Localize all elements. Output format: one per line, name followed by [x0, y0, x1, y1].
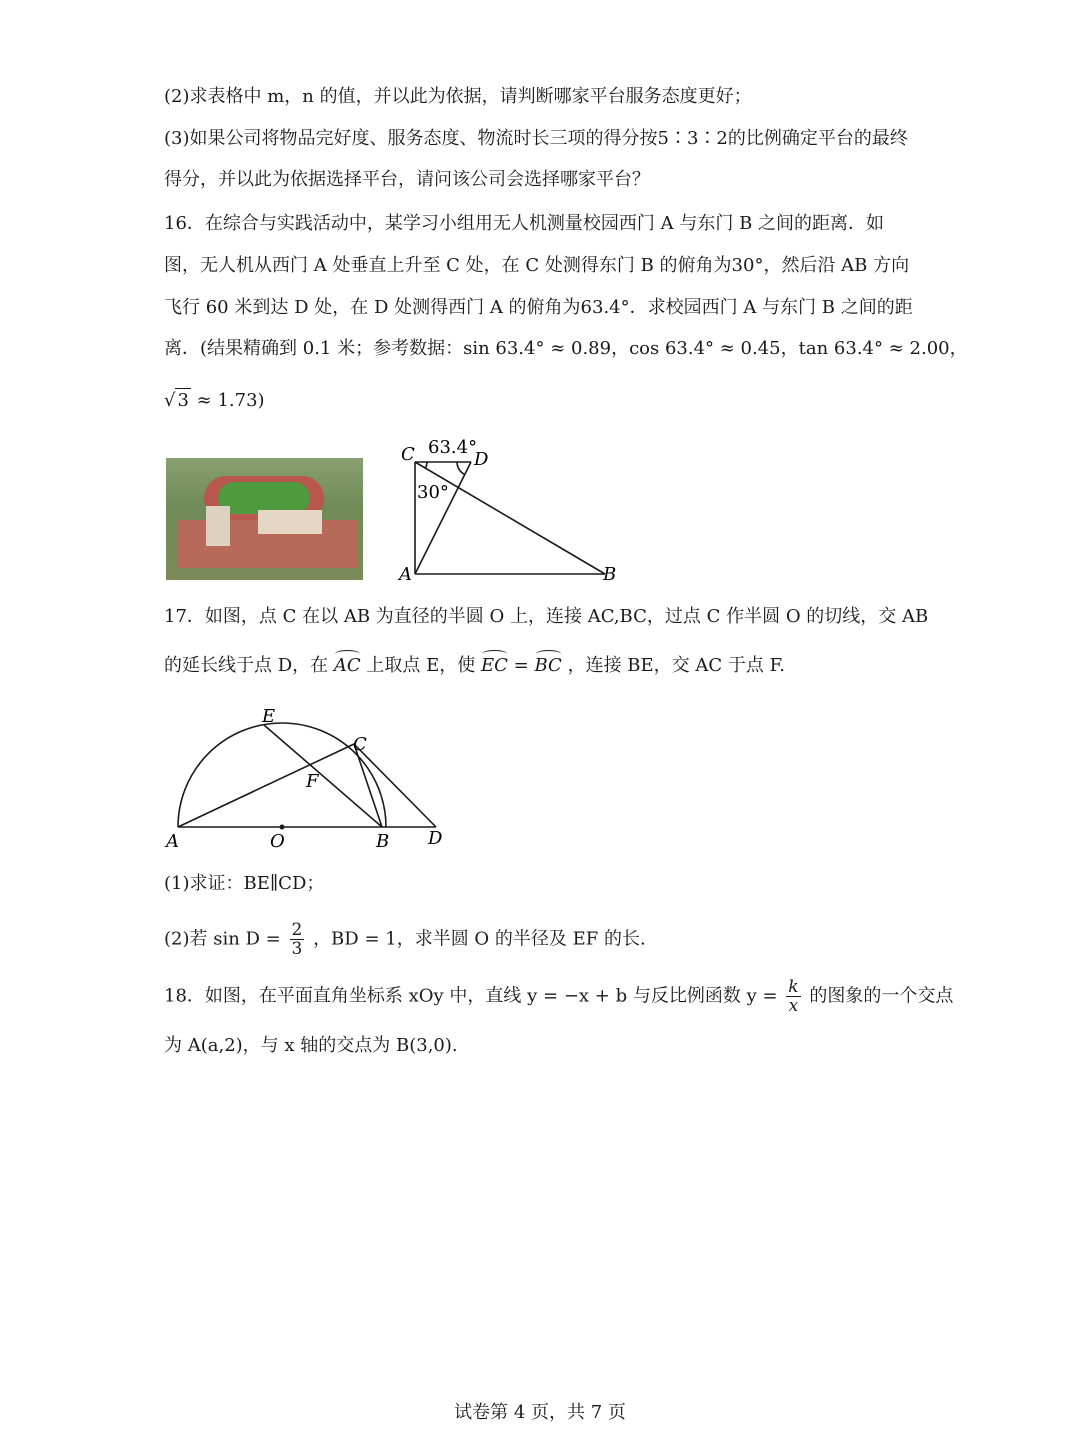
q15-part3-line1: (3)如果公司将物品完好度、服务态度、物流时长三项的得分按5∶3∶2的比例确定平台的最终: [164, 128, 908, 149]
fraction-2-3: $\frac{2}{3}$: [291, 920, 303, 959]
label-A: A: [399, 564, 412, 585]
label-angle-30: 30°: [417, 482, 449, 503]
q16-line1: 16．在综合与实践活动中，某学习小组用无人机测量校园西门 A 与东门 B 之间的距离．如: [164, 213, 885, 234]
q16-line3: 飞行 60 米到达 D 处，在 D 处测得西门 A 的俯角为63.4°．求校园西门 A 与东门 B 之间的距: [164, 297, 913, 318]
q15-part3-line2: 得分，并以此为依据选择平台，请问该公司会选择哪家平台？: [164, 169, 650, 190]
label-D: D: [428, 828, 443, 849]
label-F: F: [306, 771, 319, 792]
q17-part2: (2)若 sin D = $\frac{2}{3}$ ，BD = 1，求半圆 O 的半径及 EF 的长.: [164, 920, 646, 959]
q16-line2: 图，无人机从西门 A 处垂直上升至 C 处，在 C 处测得东门 B 的俯角为30°，然后沿 AB 方向: [164, 255, 910, 276]
label-E: E: [262, 706, 276, 727]
q16-line4: 离．(结果精确到 0.1 米；参考数据：sin 63.4° ≈ 0.89，cos 63.4° ≈ 0.45，tan 63.4° ≈ 2.00，: [164, 338, 968, 359]
page-footer: 试卷第 4 页，共 7 页: [454, 1402, 626, 1423]
label-O: O: [270, 831, 285, 852]
q16-figure: [395, 432, 635, 592]
q17-line2: 的延长线于点 D，在 AC 上取点 E，使 EC = BC ，连接 BE，交 AC 于点 F.: [164, 655, 786, 676]
fraction-k-x: $\frac{k}{x}$: [788, 977, 799, 1016]
q17-line1: 17．如图，点 C 在以 AB 为直径的半圆 O 上，连接 AC,BC，过点 C 作半圆 O 的切线，交 AB: [164, 606, 929, 627]
label-A: A: [166, 831, 179, 852]
label-B: B: [603, 564, 617, 585]
q15-part2: (2)求表格中 m，n 的值，并以此为依据，请判断哪家平台服务态度更好；: [164, 86, 752, 107]
campus-aerial-photo: [166, 458, 363, 580]
arc-BC: BC: [534, 655, 562, 676]
label-B: B: [376, 831, 390, 852]
q17-part1: (1)求证：BE∥CD；: [164, 873, 325, 894]
label-angle-63: 63.4°: [428, 437, 478, 458]
q16-line5: √ 3 ≈ 1.73): [164, 390, 265, 411]
sqrt-3: √ 3: [164, 390, 189, 411]
label-C: C: [401, 444, 415, 465]
arc-EC: EC: [481, 655, 508, 676]
label-C: C: [353, 734, 367, 755]
q18-line2: 为 A(a,2)，与 x 轴的交点为 B(3,0).: [164, 1035, 458, 1056]
arc-AC: AC: [333, 655, 361, 676]
q18-line1: 18．如图，在平面直角坐标系 xOy 中，直线 y = −x + b 与反比例函数 y = $\frac{k}{x}$ 的图象的一个交点: [164, 977, 954, 1016]
label-D: D: [474, 449, 489, 470]
q17-figure: [160, 700, 460, 860]
